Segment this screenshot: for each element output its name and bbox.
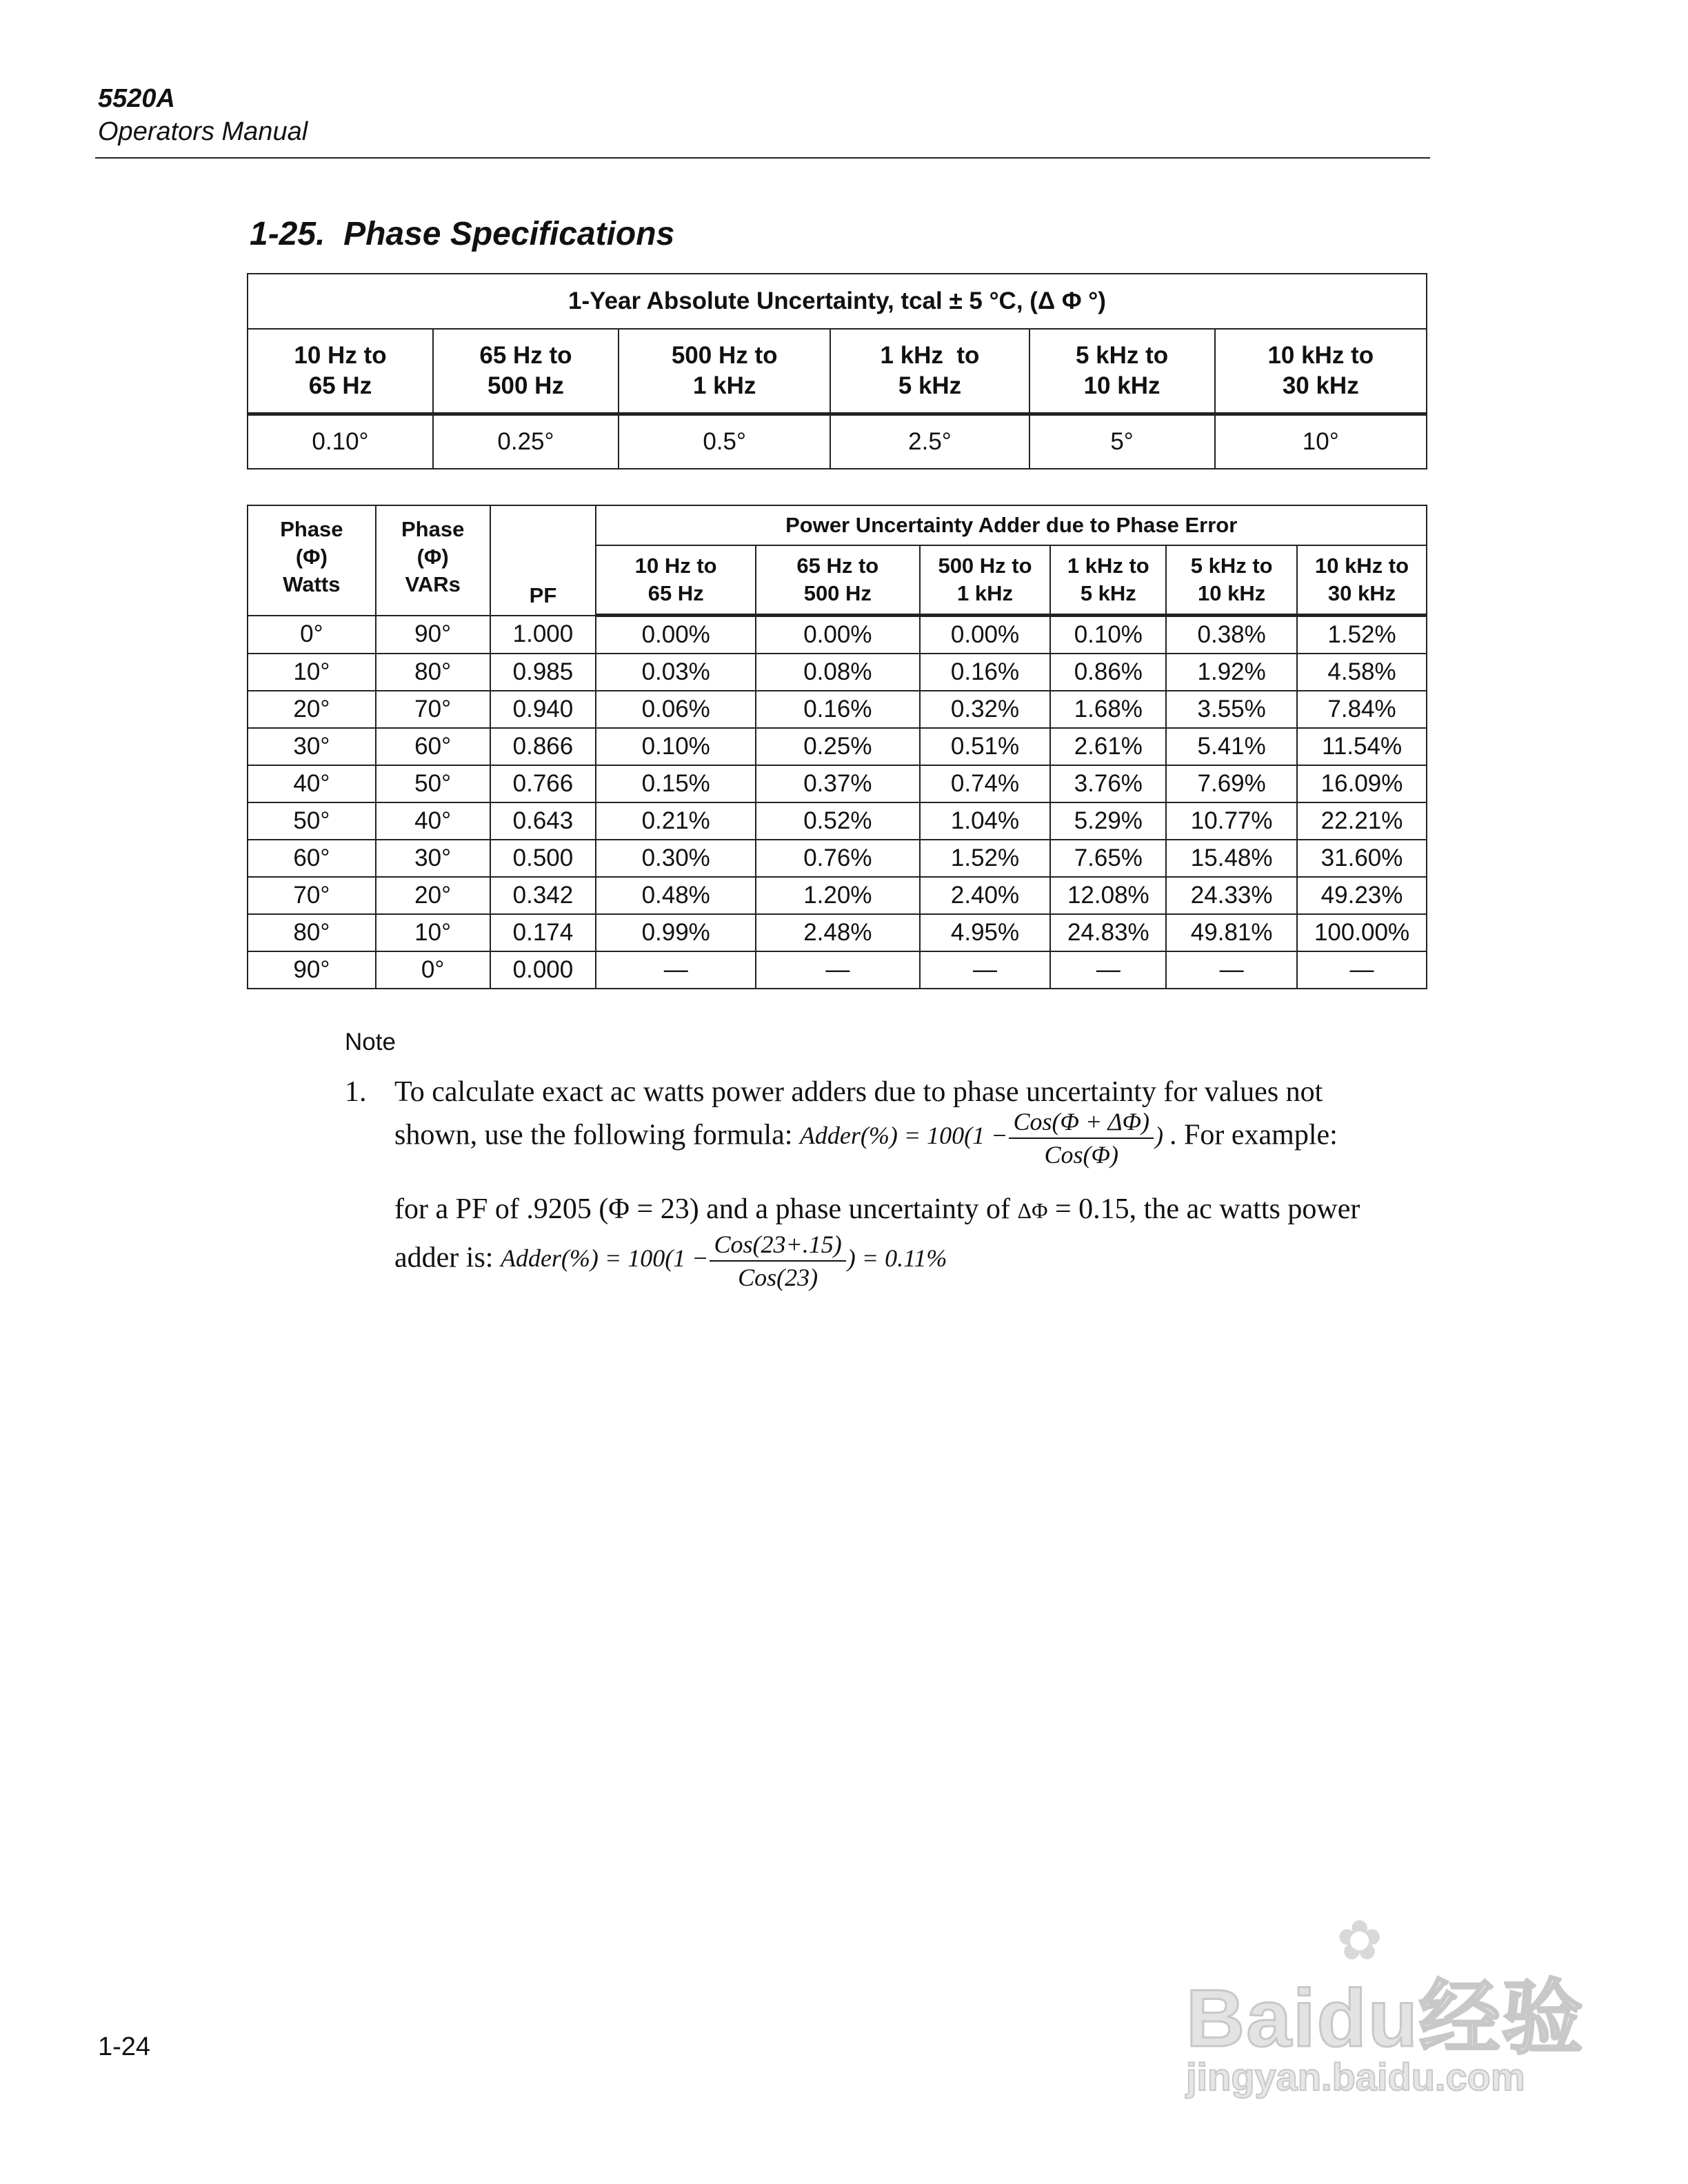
watermark-url: jingyan.baidu.com [1186,2055,1525,2099]
table-cell: 7.69% [1166,765,1297,802]
table-cell: 1.52% [920,840,1051,877]
table-cell: 30° [248,728,376,765]
section-title: Phase Specifications [343,216,675,252]
band-header: 65 Hz to 500 Hz [756,545,920,616]
power-adder-table-body [248,616,1427,989]
table-cell: 1.20% [756,877,920,914]
table-cell: 2.61% [1050,728,1166,765]
table-cell: 50° [376,765,490,802]
table-cell: 10° [376,914,490,951]
col-header-phase-watts: Phase (Φ) Watts [248,505,376,616]
band-header: 1 kHz to 5 kHz [1050,545,1166,616]
table-cell: 5.29% [1050,802,1166,840]
table-cell: 31.60% [1297,840,1427,877]
table-cell: 0.940 [490,691,596,728]
band-header: 500 Hz to 1 kHz [920,545,1051,616]
note-line-2: shown, use the following formula: Adder(%) = 100(1 − $\frac{\text{Cos(Φ + ΔΦ)}}{\text{Cos(Φ)}}$ ) . For example: [394,1108,1338,1169]
table-cell: 0° [376,951,490,989]
table-cell: — [1050,951,1166,989]
table-row [248,802,1427,840]
table-cell: — [1297,951,1427,989]
table-cell: 0.37% [756,765,920,802]
table-cell: 80° [248,914,376,951]
table-cell: 49.81% [1166,914,1297,951]
band-header: 5 kHz to 10 kHz [1166,545,1297,616]
table-cell: 0.16% [756,691,920,728]
table-cell: 0.74% [920,765,1051,802]
table-cell: 0.48% [596,877,756,914]
band-header: 10 kHz to 30 kHz [1297,545,1427,616]
power-adder-table [247,505,1427,989]
table-cell: 0.06% [596,691,756,728]
table-cell: 0.00% [596,616,756,654]
table-cell: 4.95% [920,914,1051,951]
manual-title: Operators Manual [98,117,308,146]
note-number: 1. [345,1076,367,1108]
table-cell: 0.643 [490,802,596,840]
band-header: 500 Hz to 1 kHz [619,329,830,414]
table-cell: 49.23% [1297,877,1427,914]
table-row [248,691,1427,728]
table-cell: — [1166,951,1297,989]
table-cell: 5.41% [1166,728,1297,765]
table-row [248,877,1427,914]
table-cell: 0.52% [756,802,920,840]
table-row [248,728,1427,765]
table-cell: 2.40% [920,877,1051,914]
uncertainty-table-caption: 1-Year Absolute Uncertainty, tcal ± 5 °C, (Δ Φ °) [248,274,1427,329]
uncertainty-value: 0.25° [433,414,619,469]
note-line-4: adder is: Adder(%) = 100(1 − $\frac{\text{Cos(23+.15)}}{\text{Cos(23)}}$ ) = 0.11% [394,1231,947,1291]
watermark-brand: Baidu经验 [1186,1973,1585,2064]
table-cell: 0.00% [756,616,920,654]
table-cell: 11.54% [1297,728,1427,765]
table-cell: 0.99% [596,914,756,951]
table-cell: 15.48% [1166,840,1297,877]
table-cell: 0.08% [756,654,920,691]
table-cell: 0.174 [490,914,596,951]
table-cell: 0.342 [490,877,596,914]
table-cell: 1.000 [490,616,596,654]
table-cell: — [596,951,756,989]
note-line-3: for a PF of .9205 (Φ = 23) and a phase uncertainty of ΔΦ = 0.15, the ac watts power [394,1193,1360,1225]
table-cell: 70° [376,691,490,728]
table-cell: 100.00% [1297,914,1427,951]
table-cell: 10.77% [1166,802,1297,840]
table-cell: 20° [248,691,376,728]
table-cell: 0° [248,616,376,654]
section-heading [250,215,674,253]
table-cell: 2.48% [756,914,920,951]
table-cell: 1.92% [1166,654,1297,691]
table-cell: 0.000 [490,951,596,989]
page-number: 1-24 [98,2032,151,2061]
table-cell: 0.51% [920,728,1051,765]
table-cell: 0.16% [920,654,1051,691]
table-cell: 0.03% [596,654,756,691]
table-cell: 0.15% [596,765,756,802]
table-cell: 0.00% [920,616,1051,654]
table-cell: 12.08% [1050,877,1166,914]
uncertainty-value: 0.10° [248,414,433,469]
table-cell: 22.21% [1297,802,1427,840]
table-cell: 0.25% [756,728,920,765]
uncertainty-value: 2.5° [830,414,1029,469]
section-number: 1-25. [250,216,325,252]
paw-logo-icon: ✿ [1336,1910,1383,1971]
example-formula: Adder(%) = 100(1 − $\frac{\text{Cos(23+.15)}}{\text{Cos(23)}}$ ) = 0.11% [500,1231,947,1291]
table-row [248,765,1427,802]
band-header: 1 kHz to 5 kHz [830,329,1029,414]
table-row [248,914,1427,951]
adder-formula: Adder(%) = 100(1 − $\frac{\text{Cos(Φ + ΔΦ)}}{\text{Cos(Φ)}}$ ) [799,1108,1164,1169]
band-header: 5 kHz to 10 kHz [1029,329,1215,414]
table-cell: 60° [248,840,376,877]
table-cell: 0.985 [490,654,596,691]
band-header: 10 Hz to 65 Hz [596,545,756,616]
col-header-pf: PF [490,505,596,616]
group-header-power-adder: Power Uncertainty Adder due to Phase Error [596,505,1427,545]
table-row [248,951,1427,989]
band-header: 65 Hz to 500 Hz [433,329,619,414]
table-row [248,654,1427,691]
col-header-phase-vars: Phase (Φ) VARs [376,505,490,616]
table-cell: 0.32% [920,691,1051,728]
table-cell: 0.21% [596,802,756,840]
table-cell: 0.76% [756,840,920,877]
table-cell: 0.500 [490,840,596,877]
phase-uncertainty-table [247,273,1427,469]
table-cell: — [756,951,920,989]
table-cell: 0.866 [490,728,596,765]
table-cell: 24.33% [1166,877,1297,914]
table-cell: 70° [248,877,376,914]
table-row [248,616,1427,654]
uncertainty-value: 5° [1029,414,1215,469]
table-cell: 4.58% [1297,654,1427,691]
table-cell: 40° [248,765,376,802]
manual-model: 5520A [98,84,175,113]
table-cell: 0.10% [1050,616,1166,654]
table-cell: 0.10% [596,728,756,765]
header-divider [95,157,1430,159]
table-cell: 0.86% [1050,654,1166,691]
table-cell: 80° [376,654,490,691]
band-header: 10 Hz to 65 Hz [248,329,433,414]
table-cell: 16.09% [1297,765,1427,802]
table-cell: 3.76% [1050,765,1166,802]
table-cell: 60° [376,728,490,765]
table-cell: 20° [376,877,490,914]
table-cell: 24.83% [1050,914,1166,951]
table-row [248,840,1427,877]
table-cell: 1.52% [1297,616,1427,654]
note-label: Note [345,1029,396,1055]
note-line-1: To calculate exact ac watts power adders due to phase uncertainty for values not [394,1076,1323,1108]
table-cell: 1.04% [920,802,1051,840]
table-cell: 3.55% [1166,691,1297,728]
band-header: 10 kHz to 30 kHz [1215,329,1427,414]
table-cell: 0.766 [490,765,596,802]
table-cell: 10° [248,654,376,691]
table-cell: 90° [248,951,376,989]
table-cell: 0.38% [1166,616,1297,654]
table-cell: 7.84% [1297,691,1427,728]
table-cell: 50° [248,802,376,840]
table-cell: 90° [376,616,490,654]
table-cell: — [920,951,1051,989]
uncertainty-value: 0.5° [619,414,830,469]
uncertainty-value: 10° [1215,414,1427,469]
table-cell: 30° [376,840,490,877]
table-cell: 7.65% [1050,840,1166,877]
table-cell: 0.30% [596,840,756,877]
table-cell: 40° [376,802,490,840]
table-cell: 1.68% [1050,691,1166,728]
